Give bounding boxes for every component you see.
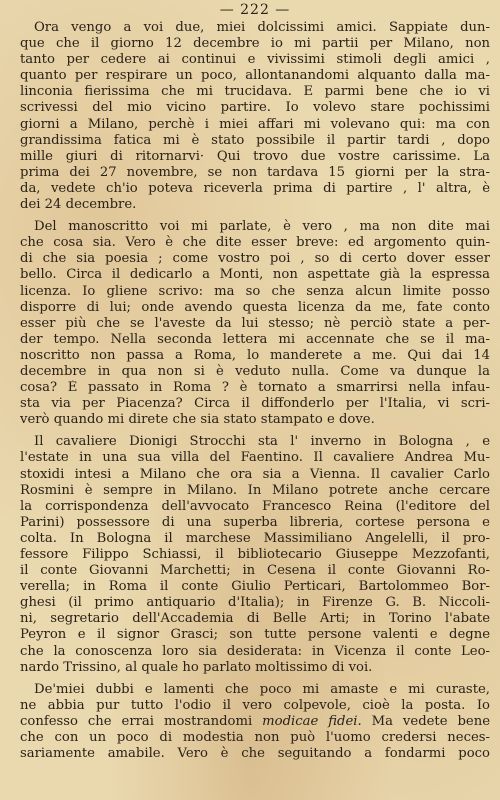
page-number: — 222 — [219, 2, 291, 18]
text-line: noscritto non passa a Roma, lo manderete a me. Qui dai 14 [20, 347, 490, 363]
italic-phrase: modicae fidei [262, 713, 358, 729]
text-line: tanto per cedere ai continui e vivissimi stimoli degli amici , [20, 52, 490, 68]
text-line: sariamente amabile. Vero è che seguitando a fondarmi poco [20, 746, 490, 762]
text-line: Il cavaliere Dionigi Strocchi sta l' inverno in Bologna , e [34, 434, 490, 450]
text-line: che con un poco di modestia non può l'uomo credersi neces- [20, 730, 490, 746]
text-line: scrivessi del mio vicino partire. Io volevo stare pochissimi [20, 100, 490, 116]
text-line: grandissima fatica mi è stato possibile il partir tardi , dopo [20, 132, 490, 148]
text-line: Del manoscritto voi mi parlate, è vero , ma non dite mai [34, 219, 490, 235]
text-line: colta. In Bologna il marchese Massimiliano Angelelli, il pro- [20, 530, 490, 546]
text-line: giorni a Milano, perchè i miei affari mi volevano qui: ma con [20, 116, 490, 132]
text-line: ne abbia pur tutto l'odio il vero colpevole, cioè la posta. Io [20, 697, 490, 713]
text-line: nardo Trissino, al quale ho parlato moltissimo di voi. [20, 659, 373, 675]
text-line: ghesi (il primo antiquario d'Italia); in Firenze G. B. Niccoli- [20, 595, 490, 611]
text-line: confesso che errai mostrandomi modicae fidei. Ma vedete bene [20, 713, 490, 729]
text-line: dei 24 decembre. [20, 197, 137, 213]
text-line: da, vedete ch'io poteva riceverla prima di partire , l' altra, è [20, 180, 490, 196]
text-line: Ora vengo a voi due, miei dolcissimi amici. Sappiate dun- [34, 20, 490, 35]
paragraph-1 [20, 20, 490, 213]
text-line: di che sia poesia ; come vostro poi , so di certo dover esser [20, 251, 490, 267]
paragraph-3 [20, 434, 490, 675]
text-line: Parini) possessore di una superba libreria, cortese persona e [20, 514, 490, 530]
text-line: cosa? È passato in Roma ? è tornato a smarrirsi nella infau- [20, 380, 490, 396]
text-line: linconia fierissima che mi trucidava. E parmi bene che io vi [20, 84, 490, 100]
text-line: la corrispondenza dell'avvocato Francesco Reina (l'editore del [20, 498, 490, 514]
text-line: prima dei 27 novembre, se non tardava 15 giorni per la stra- [20, 164, 490, 180]
text-line: fessore Filippo Schiassi, il bibliotecario Giuseppe Mezzofanti, [20, 547, 490, 562]
text-line: il conte Giovanni Marchetti; in Cesena il conte Giovanni Ro- [20, 563, 490, 579]
text-line: sta via per Piacenza? Circa il diffonderlo per l'Italia, vi scri- [20, 396, 490, 412]
text-line: der tempo. Nella seconda lettera mi accennate che se il ma- [20, 331, 490, 347]
text-line: De'miei dubbi e lamenti che poco mi amaste e mi curaste, [34, 681, 490, 697]
text-line: che la conoscenza loro sia desiderata: in Vicenza il conte Leo- [20, 643, 490, 659]
text-line: disporre di lui; onde avendo questa licenza da me, fate conto [20, 299, 490, 315]
text-line: que che il giorno 12 decembre io mi partii per Milano, non [20, 36, 490, 52]
text-line: mille giuri di ritornarvi· Qui trovo due vostre carissime. La [20, 148, 490, 164]
text-line: decembre in qua non si è veduto nulla. Come va dunque la [20, 363, 490, 379]
text-line: stoxidi intesi a Milano che ora sia a Vienna. Il cavalier Carlo [20, 466, 490, 482]
text-line: licenza. Io gliene scrivo: ma so che senza alcun limite posso [20, 283, 490, 299]
text-line: verella; in Roma il conte Giulio Perticari, Bartolommeo Bor- [20, 579, 490, 595]
text-line: l'estate in una sua villa del Faentino. Il cavaliere Andrea Mu- [20, 450, 490, 466]
text-line: ni, segretario dell'Accademia di Belle Arti; in Torino l'abate [20, 611, 490, 627]
text-line: esser più che se l'aveste da lui stesso; nè perciò state a per- [20, 315, 490, 331]
text-line: Rosmini è sempre in Milano. In Milano potrete anche cercare [20, 482, 490, 498]
text-line: bello. Circa il dedicarlo a Monti, non aspettate già la espressa [20, 267, 490, 283]
paragraph-2 [20, 219, 490, 428]
paragraph-4 [20, 682, 490, 762]
text-line: verò quando mi direte che sia stato stampato e dove. [20, 412, 375, 428]
text-line: Peyron e il signor Grasci; son tutte persone valenti e degne [20, 627, 490, 643]
text-line: quanto per respirare un poco, allontanandomi alquanto dalla ma- [20, 68, 490, 84]
text-line: che cosa sia. Vero è che dite esser breve: ed argomento quin- [20, 235, 490, 251]
